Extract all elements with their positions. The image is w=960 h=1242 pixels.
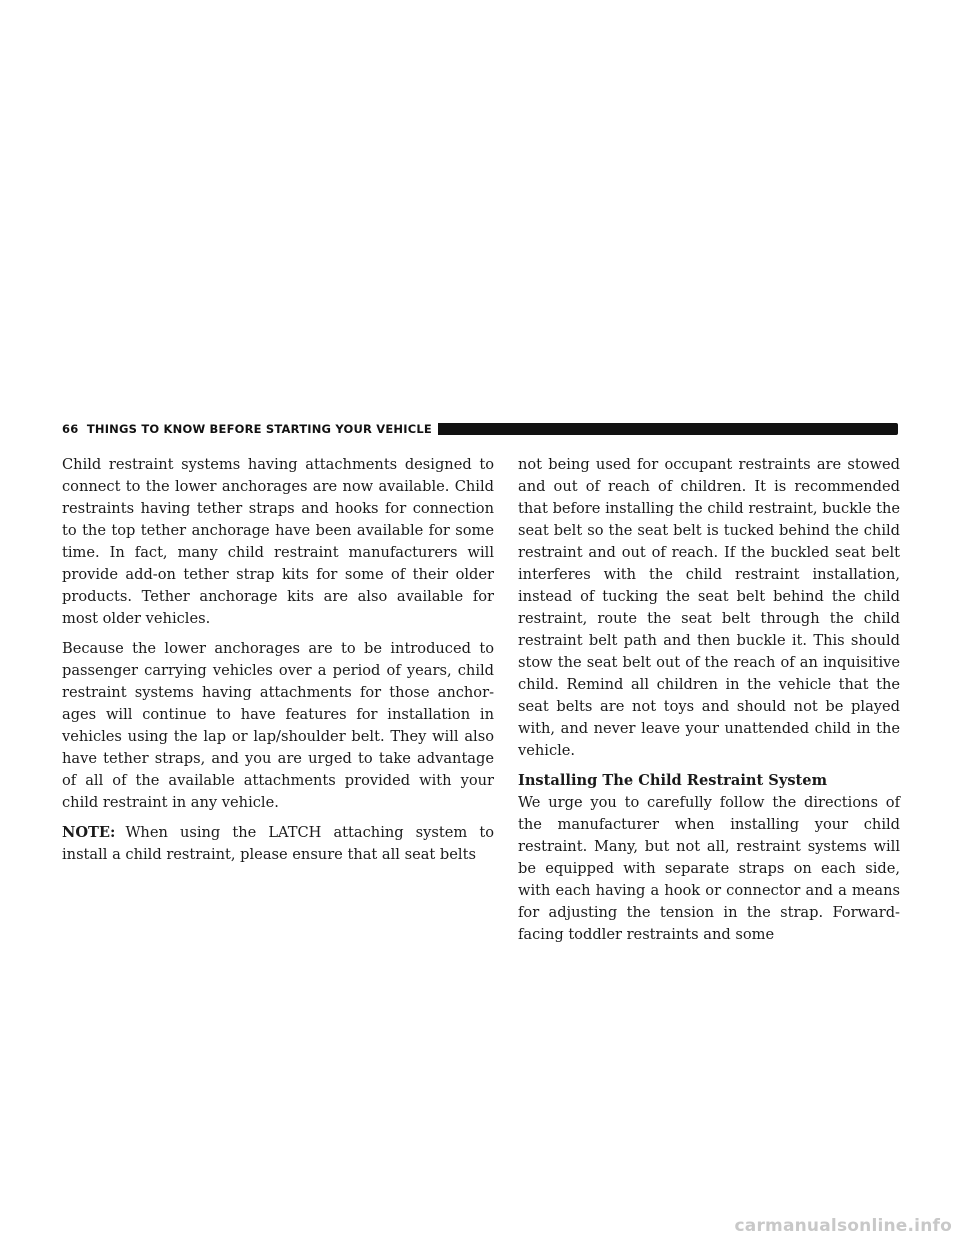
page-header: [62, 421, 898, 437]
right-column: [518, 454, 900, 954]
note-label: NOTE:: [62, 824, 116, 841]
note-paragraph: [62, 822, 494, 866]
page-header-label: [62, 422, 432, 436]
note-text: When using the LATCH attaching system to install a child restraint, please ensure that all seat belts: [62, 824, 494, 863]
left-column: [62, 454, 494, 874]
right-paragraph-2: We urge you to carefully follow the directions of the manufacturer when installing your child restraint. Many, but not all, restraint systems will be equipped with separate straps on each side, with each having a hook or connector and a means for adjusting the tension in the strap. Forward-facing toddler restraints and some: [518, 794, 900, 943]
section-heading: Installing The Child Restraint System: [518, 772, 828, 789]
watermark: carmanualsonline.info: [734, 1216, 952, 1236]
right-paragraph-1: not being used for occupant restraints are stowed and out of reach of children. It is recommended that before installing the child restraint, buckle the seat belt so the seat belt is tucked behind the child restraint and out of reach. If the buckled seat belt interferes with the child restraint installation, instead of tucking the seat belt behind the child restraint, route the seat belt through the child restraint belt path and then buckle it. This should stow the seat belt out of the reach of an inquisitive child. Remind all children in the vehicle that the seat belts are not toys and should not be played with, and never leave your unattended child in the vehicle.: [518, 456, 900, 759]
page-number: 66: [62, 422, 79, 436]
left-paragraph-1: Child restraint systems having attachments designed to connect to the lower anchorages are now available. Child restraints having tether straps and hooks for connection to the top tether anchorage have been available for some time. In fact, many child restraint manufacturers will provide add-on tether strap kits for some of their older products. Tether anchorage kits are also available for most older vehicles.: [62, 456, 494, 627]
left-paragraph-2: Because the lower anchorages are to be introduced to passenger carrying vehicles over a period of years, child restraint systems having attachments for those anchorages will continue to have features for installation in vehicles using the lap or lap/shoulder belt. They will also have tether straps, and you are urged to take advantage of all of the available attachments provided with your child restraint in any vehicle.: [62, 640, 494, 811]
header-rule-bar: [438, 423, 898, 435]
section-title: THINGS TO KNOW BEFORE STARTING YOUR VEHICLE: [86, 422, 432, 436]
